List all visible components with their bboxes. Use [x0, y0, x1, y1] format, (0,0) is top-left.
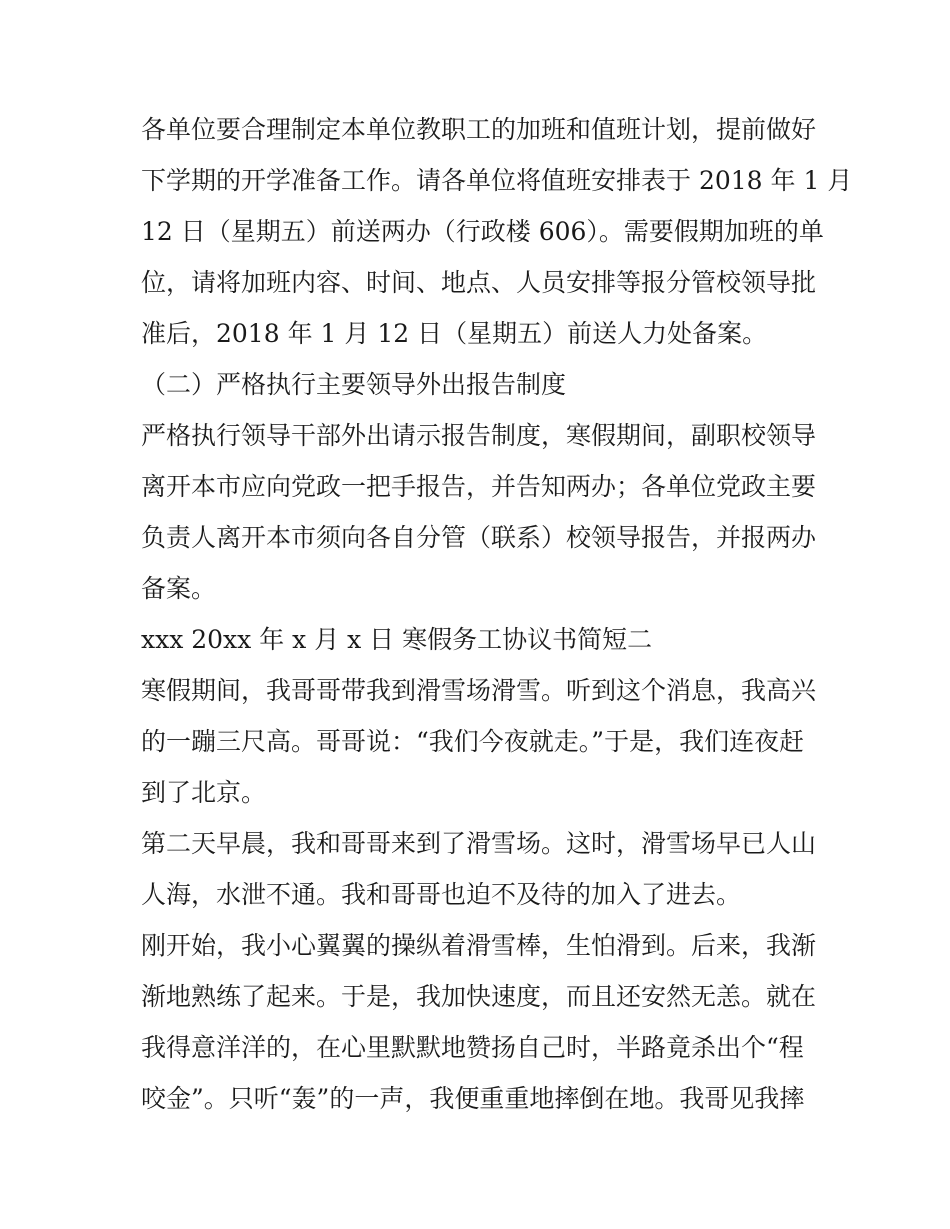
- text-line: 第二天早晨，我和哥哥来到了滑雪场。这时，滑雪场早已人山: [141, 829, 817, 858]
- text-line: 寒假期间，我哥哥带我到滑雪场滑雪。听到这个消息，我高兴: [141, 676, 817, 705]
- text-line: 咬金”。只听“轰”的一声，我便重重地摔倒在地。我哥见我摔: [141, 1084, 805, 1113]
- text-line: 刚开始，我小心翼翼的操纵着滑雪棒，生怕滑到。后来，我渐: [141, 931, 817, 960]
- text-line: 负责人离开本市须向各自分管（联系）校领导报告，并报两办: [141, 523, 817, 552]
- text-line: 备案。: [141, 574, 217, 603]
- document-body: [141, 104, 853, 1124]
- section-heading: （二）严格执行主要领导外出报告制度: [141, 370, 567, 399]
- text-line: 人海，水泄不通。我和哥哥也迫不及待的加入了进去。: [141, 880, 742, 909]
- text-line: 渐地熟练了起来。于是，我加快速度，而且还安然无恙。就在: [141, 982, 817, 1011]
- text-line: 的一蹦三尺高。哥哥说：“我们今夜就走。”于是，我们连夜赶: [141, 727, 805, 756]
- text-line: 到了北京。: [141, 778, 267, 807]
- text-line: 下学期的开学准备工作。请各单位将值班安排表于 2018 年 1 月: [141, 166, 853, 195]
- text-line: 我得意洋洋的，在心里默默地赞扬自己时，半路竟杀出个“程: [141, 1033, 804, 1062]
- section-heading: xxx 20xx 年 x 月 x 日 寒假务工协议书简短二: [141, 625, 653, 654]
- text-line: 12 日（星期五）前送两办（行政楼 606）。需要假期加班的单: [141, 217, 824, 246]
- text-line: 各单位要合理制定本单位教职工的加班和值班计划，提前做好: [141, 115, 817, 144]
- text-line: 准后，2018 年 1 月 12 日（星期五）前送人力处备案。: [141, 319, 768, 348]
- text-line: 位，请将加班内容、时间、地点、人员安排等报分管校领导批: [141, 268, 817, 297]
- text-line: 离开本市应向党政一把手报告，并告知两办；各单位党政主要: [141, 472, 817, 501]
- text-line: 严格执行领导干部外出请示报告制度，寒假期间，副职校领导: [141, 421, 817, 450]
